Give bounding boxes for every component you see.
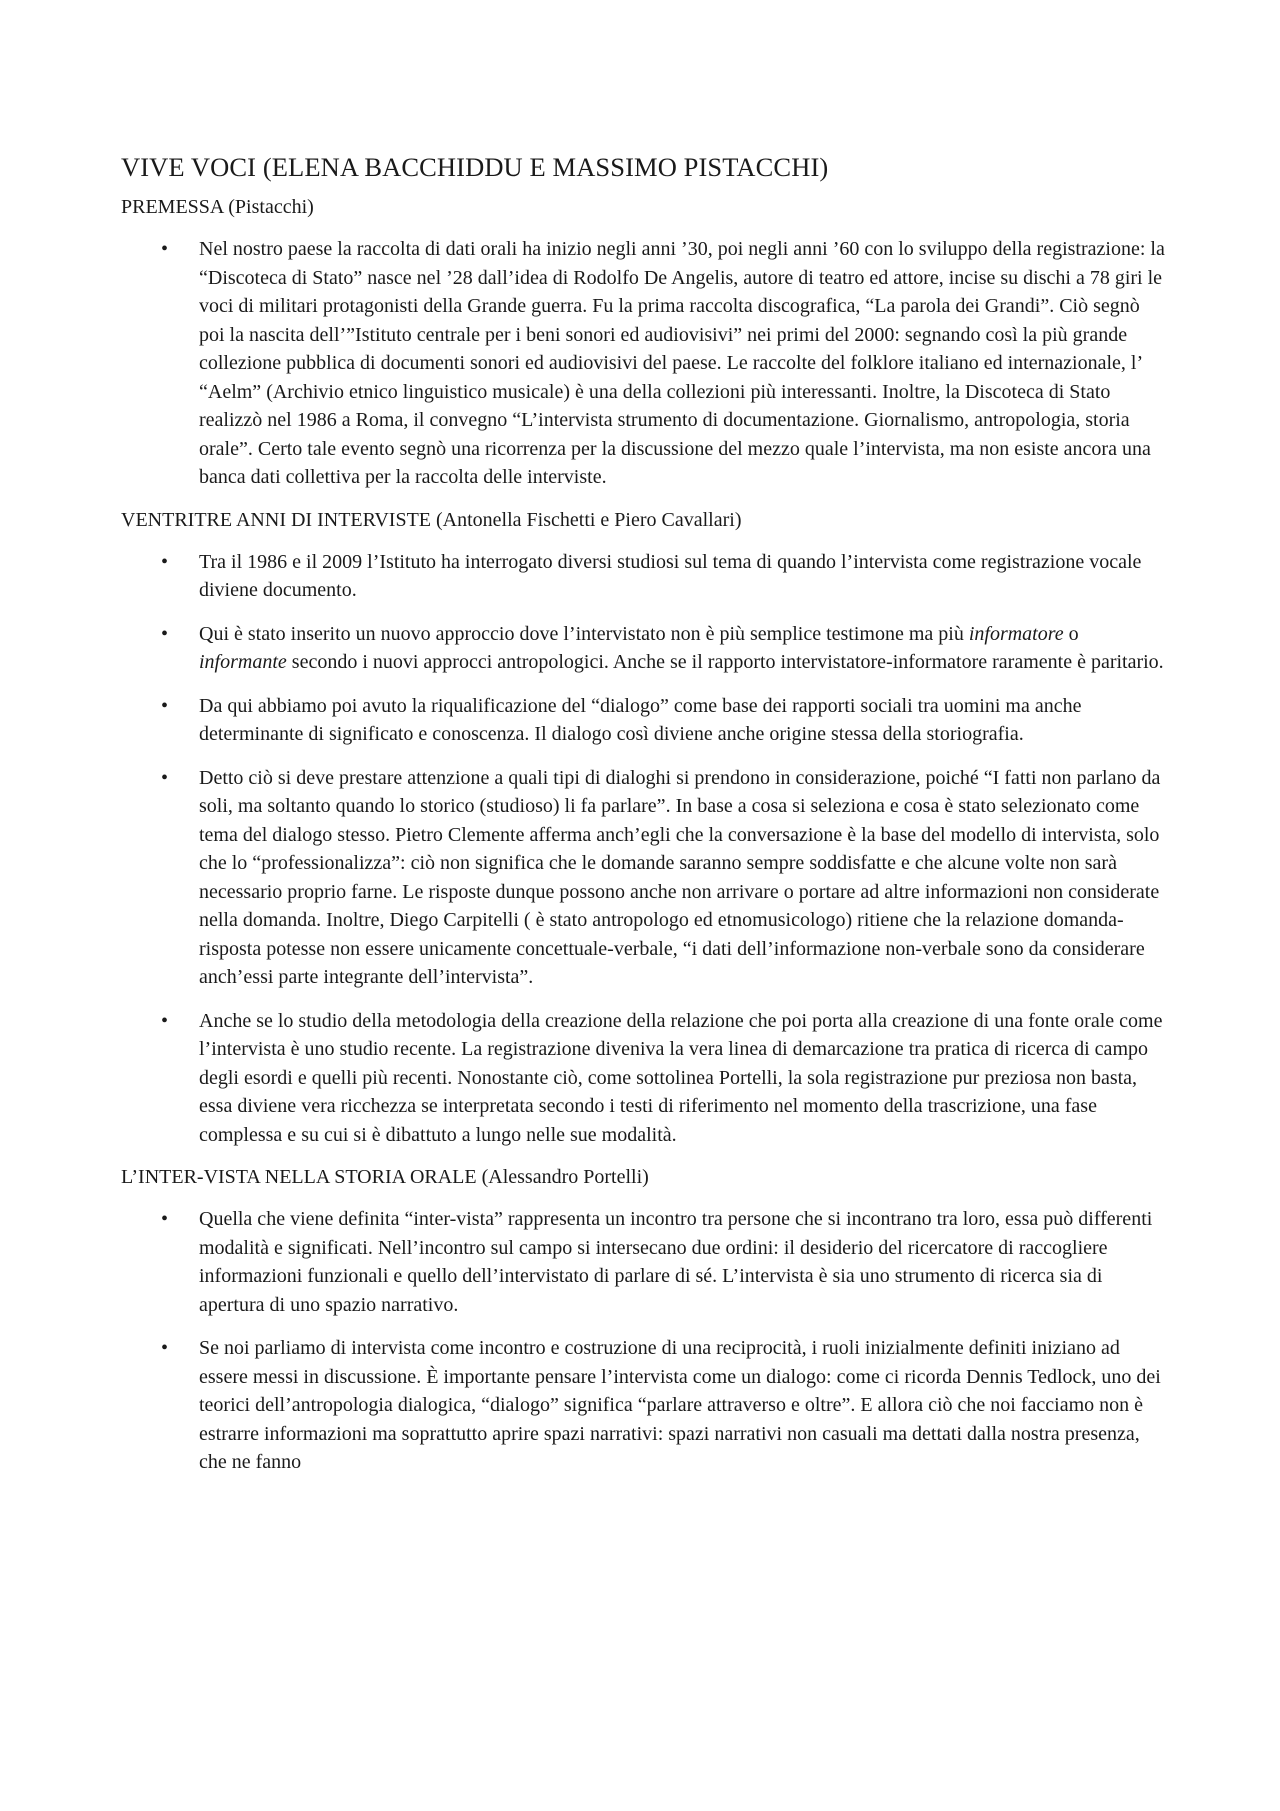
paragraph-text: Anche se lo studio della metodologia della creazione della relazione che poi porta alla creazione di una fonte orale come l’intervista è uno studio recente. La registrazione diveniva la vera linea di demarcazione tra pratica di ricerca di campo degli esordi e quelli più recenti. Nonostante ciò, come sottolinea Portelli, la sola registrazione pur preziosa non basta, essa diviene vera ricchezza se interpretata secondo i testi di riferimento nel momento della trascrizione, una fase complessa e su cui si è dibattuto a lungo nelle sue modalità. — [199, 1009, 1163, 1146]
list-item — [121, 235, 1166, 492]
section-heading: VENTRITRE ANNI DI INTERVISTE (Antonella Fischetti e Piero Cavallari) — [121, 508, 742, 531]
bullet-icon: • — [161, 766, 169, 789]
paragraph-text: Quella che viene definita “inter-vista” rappresenta un incontro tra persone che si incontrano tra loro, essa può differenti modalità e significati. Nell’incontro sul campo si intersecano due ordini: il desiderio del ricercatore di raccogliere informazioni funzionali e quello dell’intervistato di parlare di sé. L’intervista è sia uno strumento di ricerca sia di apertura di uno spazio narrativo. — [199, 1208, 1153, 1316]
bullet-icon: • — [161, 694, 169, 717]
list-item — [121, 764, 1166, 992]
paragraph-text: Detto ciò si deve prestare attenzione a quali tipi di dialoghi si prendono in considerazione, poiché “I fatti non parlano da soli, ma soltanto quando lo storico (studioso) li fa parlare”. In base a cosa si seleziona e cosa è stato selezionato come tema del dialogo stesso. Pietro Clemente afferma anch’egli che la conversazione è la base del modello di intervista, solo che lo “professionalizza”: ciò non significa che le domande saranno sempre soddisfatte e che alcune volte non sarà necessario proprio farne. Le risposte dunque possono anche non arrivare o portare ad altre informazioni non considerate nella domanda. Inoltre, Diego Carpitelli ( è stato antropologo ed etnomusicologo) ritiene che la relazione domanda-risposta potesse non essere unicamente concettuale-verbale, “i dati dell’informazione non-verbale sono da considerare anch’essi parte integrante dell’intervista”. — [199, 766, 1161, 988]
bullet-icon: • — [161, 238, 169, 260]
paragraph-text: Qui è stato inserito un nuovo approccio dove l’intervistato non è più semplice testimone ma più — [199, 622, 969, 645]
bullet-list — [121, 1205, 1166, 1477]
bullet-list — [121, 548, 1166, 1150]
list-item — [121, 1334, 1166, 1477]
bullet-icon: • — [161, 1009, 169, 1032]
bullet-icon: • — [161, 1208, 169, 1230]
bullet-list — [121, 235, 1166, 492]
section-premessa — [121, 194, 1166, 492]
paragraph-text: Tra il 1986 e il 2009 l’Istituto ha interrogato diversi studiosi sul tema di quando l’intervista come registrazione vocale diviene documento. — [199, 550, 1142, 601]
bullet-icon: • — [161, 1337, 169, 1359]
document-page — [121, 150, 1166, 1492]
section-heading: L’INTER-VISTA NELLA STORIA ORALE (Alessandro Portelli) — [121, 1166, 649, 1188]
list-item — [121, 1007, 1166, 1150]
italic-term: informatore — [968, 622, 1064, 645]
section-inter-vista — [121, 1164, 1166, 1477]
italic-term: informante — [199, 651, 287, 673]
list-item — [121, 692, 1166, 749]
paragraph-text: Nel nostro paese la raccolta di dati orali ha inizio negli anni ’30, poi negli anni ’60 con lo sviluppo della registrazione: la “Discoteca di Stato” nasce nel ’28 dall’idea di Rodolfo De Angelis, autore di teatro ed attore, incise su dischi a 78 giri le voci di militari protagonisti della Grande guerra. Fu la prima raccolta discografica, “La parola dei Grandi”. Ciò segnò poi la nascita dell’”Istituto centrale per i beni sonori ed audiovisivi” nei primi del 2000: segnando così la più grande collezione pubblica di documenti sonori ed audiovisivi del paese. Le raccolte del folklore italiano ed internazionale, l’ “Aelm” (Archivio etnico linguistico musicale) è una della collezioni più interessanti. Inoltre, la Discoteca di Stato realizzò nel 1986 a Roma, il convegno “L’intervista strumento di documentazione. Giornalismo, antropologia, storia orale”. Certo tale evento segnò una ricorrenza per la discussione del mezzo quale l’intervista, ma non esiste ancora una banca dati collettiva per la raccolta delle interviste. — [199, 238, 1165, 488]
paragraph-text: secondo i nuovi approcci antropologici. Anche se il rapporto intervistatore-informatore raramente è paritario. — [286, 651, 1164, 673]
paragraph-text: Da qui abbiamo poi avuto la riqualificazione del “dialogo” come base dei rapporti sociali tra uomini ma anche determinante di significato e conoscenza. Il dialogo così diviene anche origine stessa della storiografia. — [199, 694, 1082, 745]
bullet-icon: • — [161, 550, 169, 573]
document-title: VIVE VOCI (ELENA BACCHIDDU E MASSIMO PISTACCHI) — [121, 152, 829, 182]
list-item — [121, 1205, 1166, 1319]
list-item — [121, 548, 1166, 605]
paragraph-text: o — [1063, 622, 1079, 645]
section-heading: PREMESSA (Pistacchi) — [121, 196, 314, 218]
paragraph-text: Se noi parliamo di intervista come incontro e costruzione di una reciprocità, i ruoli inizialmente definiti iniziano ad essere messi in discussione. È importante pensare l’intervista come un dialogo: come ci ricorda Dennis Tedlock, uno dei teorici dell’antropologia dialogica, “dialogo” significa “parlare attraverso e oltre”. E allora ciò che noi facciamo non è estrarre informazioni ma soprattutto aprire spazi narrativi: spazi narrativi non casuali ma dettati dalla nostra presenza, che ne fanno — [199, 1337, 1161, 1473]
section-ventritre-anni — [121, 507, 1166, 1150]
bullet-icon: • — [161, 622, 169, 645]
list-item — [121, 620, 1166, 677]
